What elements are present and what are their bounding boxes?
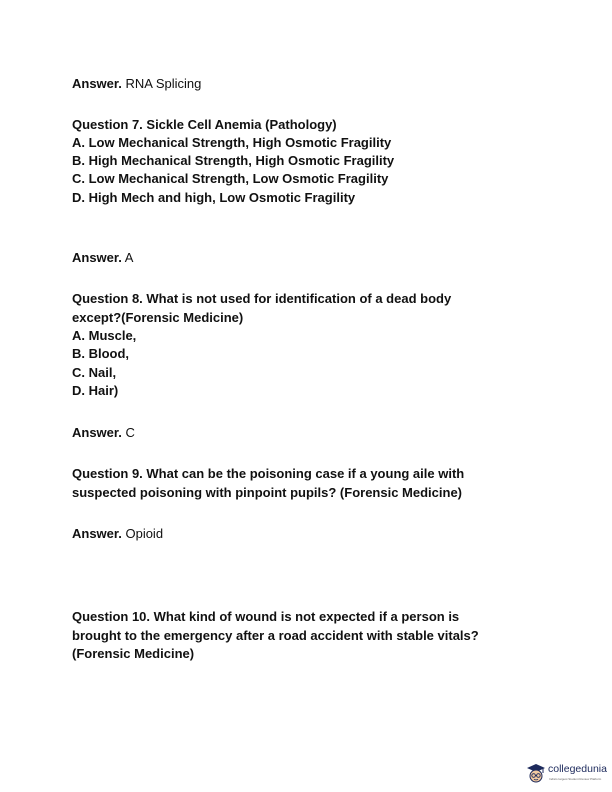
answer-label: Answer. <box>72 526 122 541</box>
option-a: A. Muscle, <box>72 328 137 343</box>
question-8-line-2: except?(Forensic Medicine) <box>72 310 244 325</box>
question-9-line-1: Question 9. What can be the poisoning case if a young aile with <box>72 466 465 481</box>
question-9-line-2: suspected poisoning with pinpoint pupils? (Forensic Medicine) <box>72 485 463 500</box>
question-10-line-1: Question 10. What kind of wound is not expected if a person is <box>72 609 460 624</box>
graduate-mascot-icon <box>526 762 546 784</box>
logo-tagline: India's largest Student Review Platform <box>549 777 602 781</box>
answer-label: Answer. <box>72 425 122 440</box>
option-a: A. Low Mechanical Strength, High Osmotic Fragility <box>72 135 392 150</box>
answer-label: Answer. <box>72 76 122 91</box>
option-c: C. Low Mechanical Strength, Low Osmotic Fragility <box>72 171 389 186</box>
question-10-line-3: (Forensic Medicine) <box>72 646 195 661</box>
answer-value: Opioid <box>121 526 164 541</box>
answer-q8 <box>72 424 135 442</box>
answer-q7 <box>72 249 133 267</box>
option-c: C. Nail, <box>72 365 117 380</box>
answer-value: C <box>121 425 135 440</box>
answer-q9 <box>72 525 163 543</box>
logo-wordmark: collegedunia <box>548 763 607 775</box>
option-b: B. Blood, <box>72 346 130 361</box>
question-8-line-1: Question 8. What is not used for identification of a dead body <box>72 291 452 306</box>
collegedunia-logo <box>526 760 612 786</box>
question-10-line-2: brought to the emergency after a road accident with stable vitals? <box>72 628 479 643</box>
answer-label: Answer. <box>72 250 122 265</box>
option-d: D. High Mech and high, Low Osmotic Fragility <box>72 190 356 205</box>
option-d: D. Hair) <box>72 383 119 398</box>
question-7-title: Question 7. Sickle Cell Anemia (Pathology) <box>72 117 337 132</box>
answer-q6 <box>72 75 201 93</box>
answer-value: RNA Splicing <box>121 76 202 91</box>
answer-value: A <box>121 250 134 265</box>
option-b: B. High Mechanical Strength, High Osmotic Fragility <box>72 153 395 168</box>
